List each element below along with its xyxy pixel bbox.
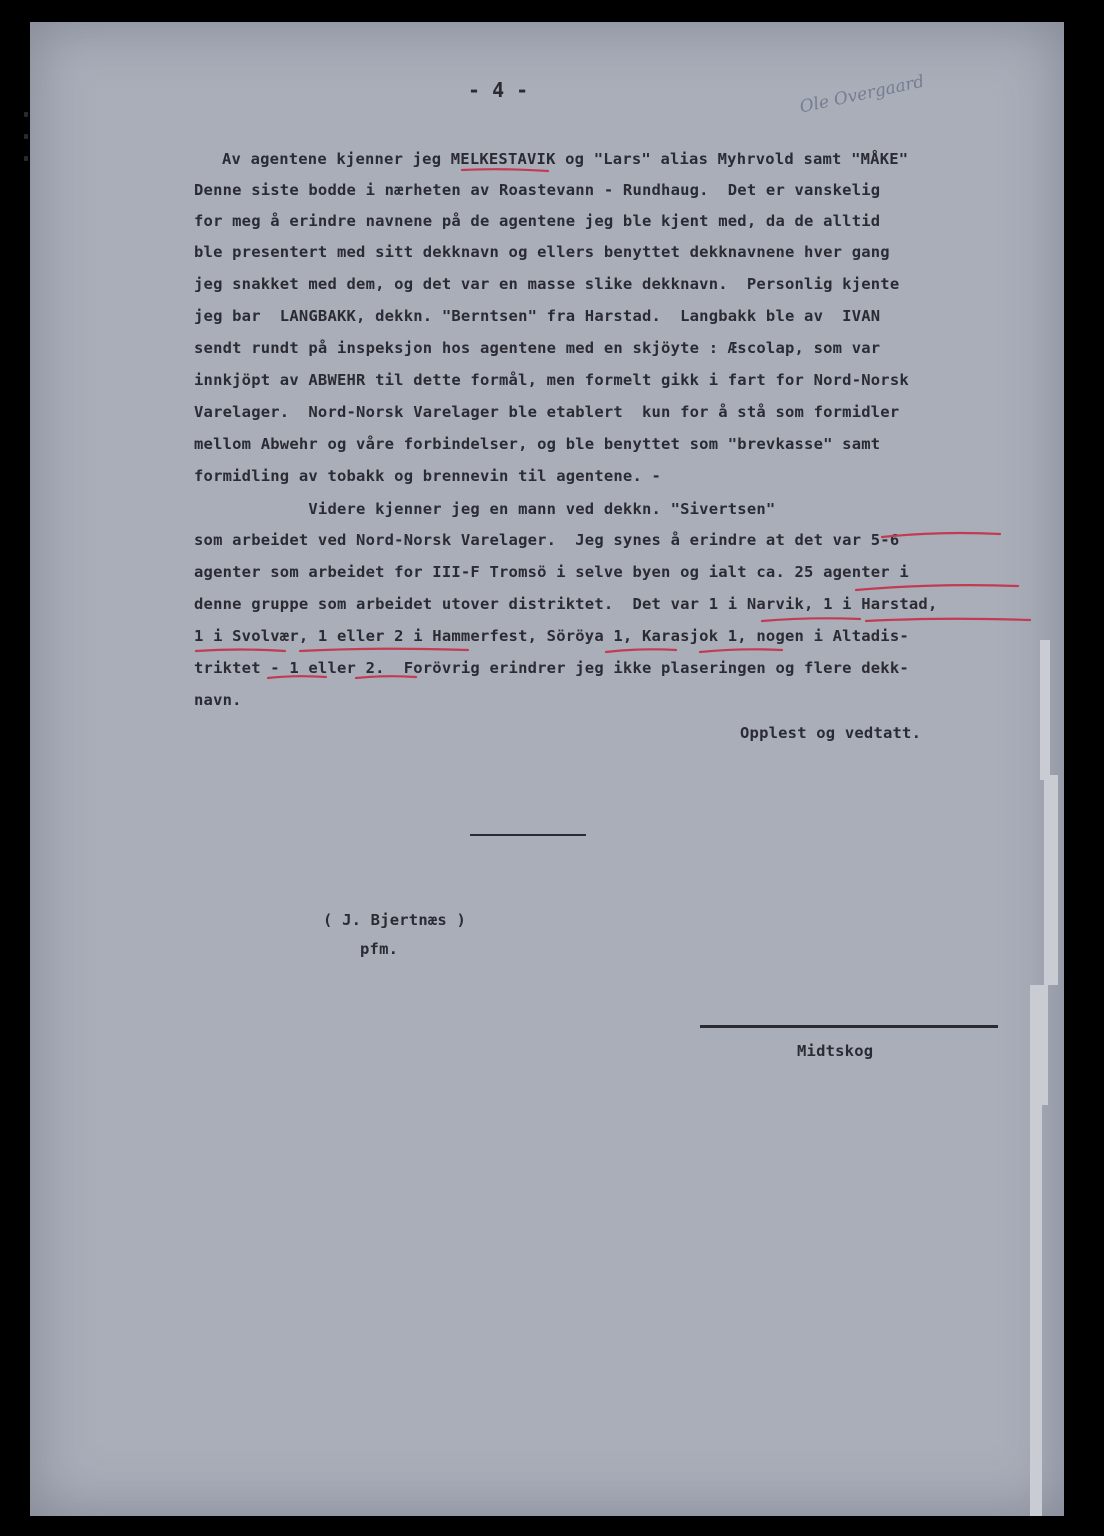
paper-edge — [1044, 775, 1058, 985]
body-line: triktet - 1 eller 2. Forövrig erindrer jeg ikke plaseringen og flere dekk- — [194, 659, 909, 677]
body-line: 1 i Svolvær, 1 eller 2 i Hammerfest, Söröya 1, Karasjok 1, nogen i Altadis- — [194, 627, 909, 645]
signer-left-name: ( J. Bjertnæs ) — [323, 911, 466, 929]
body-line: navn. — [194, 691, 242, 709]
body-line: Varelager. Nord-Norsk Varelager ble etablert kun for å stå som formidler — [194, 403, 900, 421]
body-line: sendt rundt på inspeksjon hos agentene med en skjöyte : Æscolap, som var — [194, 339, 881, 357]
body-line: jeg bar LANGBAKK, dekkn. "Berntsen" fra Harstad. Langbakk ble av IVAN — [194, 307, 881, 325]
body-line: ble presentert med sitt dekknavn og ellers benyttet dekknavnene hver gang — [194, 243, 890, 261]
paper-edge — [1040, 640, 1050, 780]
signer-right-name: Midtskog — [797, 1042, 874, 1060]
body-line: for meg å erindre navnene på de agentene jeg ble kjent med, da de alltid — [194, 212, 881, 230]
punch-hole — [24, 134, 28, 139]
paper-edge — [1030, 985, 1048, 1105]
page-number: - 4 - — [468, 78, 529, 102]
body-line: Videre kjenner jeg en mann ved dekkn. "Sivertsen" — [194, 500, 776, 518]
body-line: mellom Abwehr og våre forbindelser, og ble benyttet som "brevkasse" samt — [194, 435, 881, 453]
separator-rule — [470, 834, 586, 836]
body-line: Denne siste bodde i nærheten av Roastevann - Rundhaug. Det er vanskelig — [194, 181, 881, 199]
body-line: som arbeidet ved Nord-Norsk Varelager. Jeg synes å erindre at det var 5-6 — [194, 531, 900, 549]
punch-hole — [24, 112, 28, 117]
body-line: agenter som arbeidet for III-F Tromsö i selve byen og ialt ca. 25 agenter i — [194, 563, 909, 581]
signature-line — [700, 1025, 998, 1028]
signer-left-title: pfm. — [360, 940, 399, 958]
body-line: denne gruppe som arbeidet utover distriktet. Det var 1 i Narvik, 1 i Harstad, — [194, 595, 938, 613]
body-line: innkjöpt av ABWEHR til dette formål, men formelt gikk i fart for Nord-Norsk — [194, 371, 909, 389]
body-line: jeg snakket med dem, og det var en masse slike dekknavn. Personlig kjente — [194, 275, 900, 293]
body-line: Av agentene kjenner jeg MELKESTAVIK og "Lars" alias Myhrvold samt "MÅKE" — [222, 150, 909, 168]
closing-text: Opplest og vedtatt. — [740, 724, 922, 742]
paper-edge — [1030, 1100, 1042, 1516]
punch-hole — [24, 156, 28, 161]
body-line: formidling av tobakk og brennevin til agentene. - — [194, 467, 662, 485]
handwritten-note: Ole Overgaard — [798, 71, 927, 118]
